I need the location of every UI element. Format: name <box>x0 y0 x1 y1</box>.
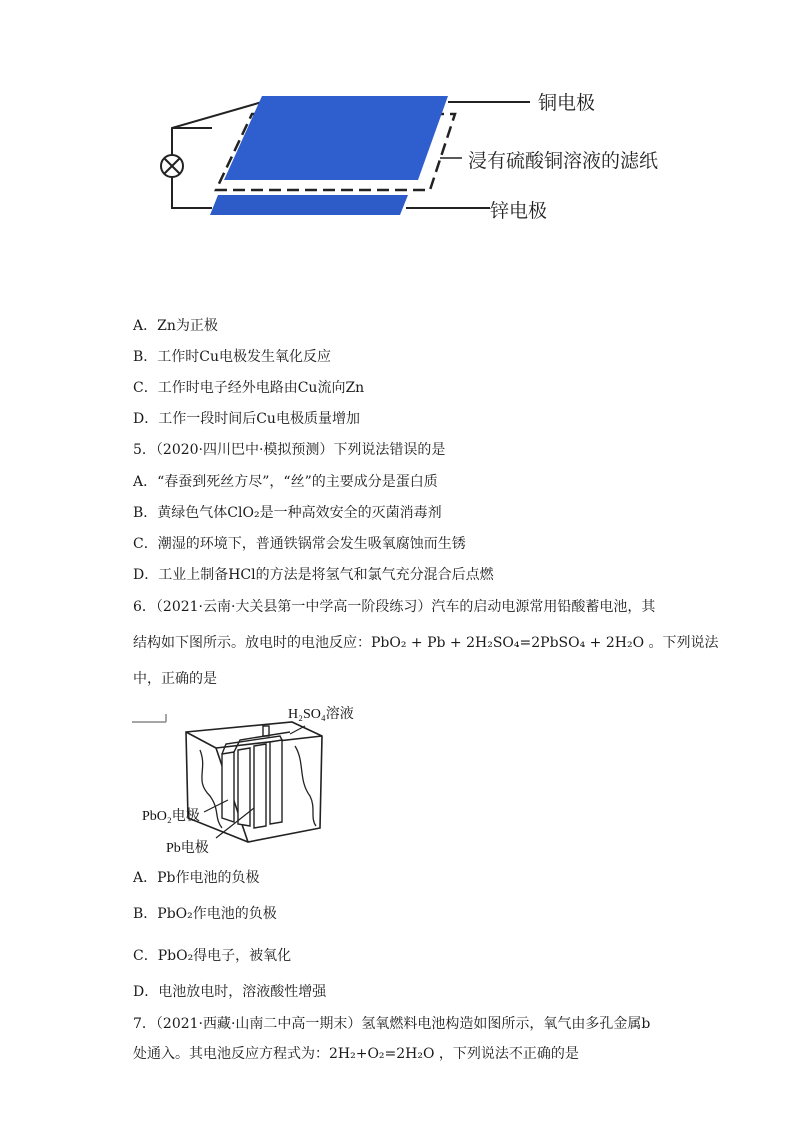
q4-option-d: D．工作一段时间后Cu电极质量增加 <box>133 411 360 427</box>
pbo2-electrode-label: PbO₂电极 <box>142 809 200 824</box>
q5-option-d: D．工业上制备HCl的方法是将氢气和氯气充分混合后点燃 <box>133 567 494 583</box>
figure-lead-acid-battery <box>130 700 400 865</box>
q6-stem-line2: 结构如下图所示。放电时的电池反应：PbO₂ + Pb + 2H₂SO₄=2PbSO₄ + 2H₂O 。下列说法 <box>133 635 719 651</box>
q5-stem: 5．（2020·四川巴中·模拟预测）下列说法错误的是 <box>133 442 446 458</box>
q7-stem-line1: 7．（2021·西藏·山南二中高一期末）氢氧燃料电池构造如图所示，氧气由多孔金属b <box>133 1016 651 1032</box>
h2so4-solution-label: H₂SO₄溶液 <box>288 707 354 722</box>
pb-electrode-label: Pb电极 <box>166 841 209 856</box>
solution-leader <box>290 726 305 734</box>
q5-option-b: B．黄绿色气体ClO₂是一种高效安全的灭菌消毒剂 <box>133 505 442 521</box>
zinc-electrode-label: 锌电极 <box>490 200 548 222</box>
q6-stem-line1: 6．（2021·云南·大关县第一中学高一阶段练习）汽车的启动电源常用铅酸蓄电池，其 <box>133 599 656 615</box>
copper-electrode <box>224 96 448 180</box>
q6-option-a: A．Pb作电池的负极 <box>133 870 260 886</box>
q4-option-b: B．工作时Cu电极发生氧化反应 <box>133 349 332 365</box>
figure-copper-zinc-cell <box>150 80 710 240</box>
q5-option-a: A．“春蚕到死丝方尽”，“丝”的主要成分是蛋白质 <box>133 474 438 490</box>
electrolyte-outline <box>200 750 222 828</box>
q4-option-c: C．工作时电子经外电路由Cu流向Zn <box>133 380 365 396</box>
q7-stem-line2: 处通入。其电池反应方程式为：2H₂+O₂=2H₂O ，下列说法不正确的是 <box>133 1046 579 1062</box>
zinc-electrode <box>210 195 408 215</box>
copper-electrode-label: 铜电极 <box>538 92 596 114</box>
q6-option-d: D．电池放电时，溶液酸性增强 <box>133 984 327 1000</box>
q4-option-a: A．Zn为正极 <box>133 318 218 334</box>
lamp-icon <box>161 155 183 177</box>
electrode-plates <box>222 740 282 828</box>
q6-option-b: B．PbO₂作电池的负极 <box>133 906 277 922</box>
q5-option-c: C．潮湿的环境下，普通铁锅常会发生吸氧腐蚀而生锈 <box>133 536 466 552</box>
q6-option-c: C．PbO₂得电子，被氧化 <box>133 948 292 964</box>
filter-paper-label: 浸有硫酸铜溶液的滤纸 <box>468 150 659 172</box>
q6-stem-line3: 中，正确的是 <box>133 671 217 687</box>
